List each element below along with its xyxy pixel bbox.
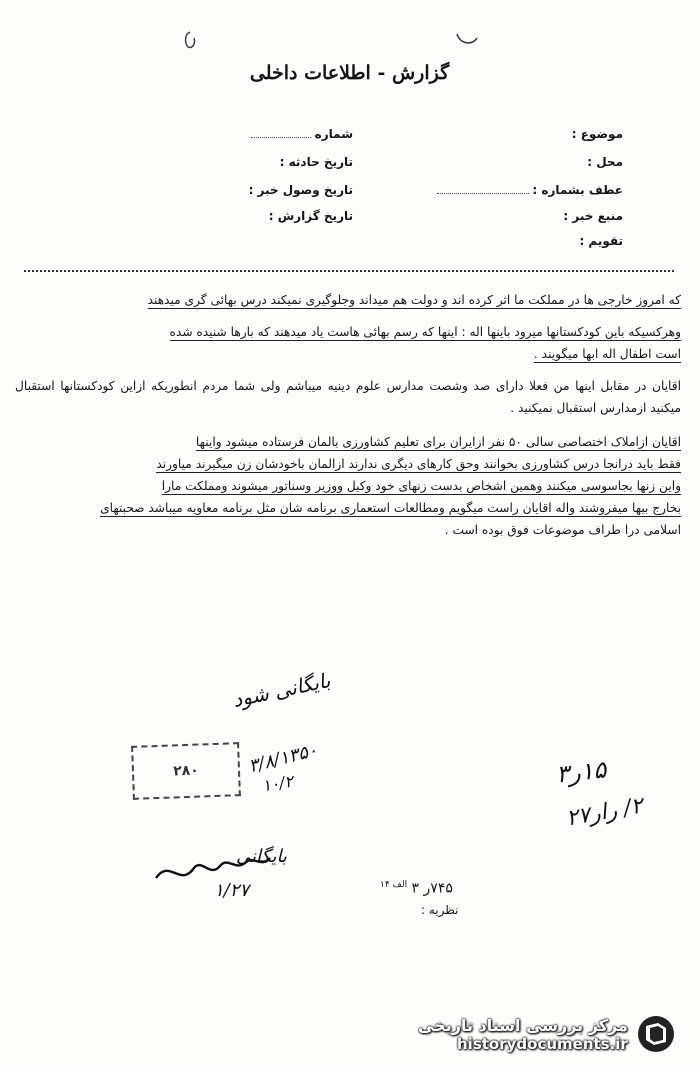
field-report-date [269,209,353,223]
body-line: که امروز خارجی ها در مملکت ما اثر کرده اند و دولت هم میداند وجلوگیری نمیکند درس بهائی گری میدهند [147,293,681,307]
body-paragraph-4 [15,431,681,541]
field-receipt-date [249,183,353,197]
body-paragraph-1 [15,289,681,311]
watermark-fa: مرکز بررسی اسناد تاریخی [418,1015,628,1035]
body-line: وهرکسیکه باین کودکستانها میرود باینها اله : اینها که رسم بهائی هاست یاد میدهند که بارها شنیده شده [169,325,681,339]
handwritten-date-2: ۱/۲۷ [214,880,250,901]
field-reference-dots [437,193,529,194]
body-line: واین زنها بجاسوسی میکنند وهمین اشخاص بدست زنهای خود وکیل ووزیر وسناتور میشوند ومملکت مارا [161,479,681,493]
handwritten-date-1b: ۱۰/۲ [260,771,295,796]
watermark [418,1008,690,1060]
field-subject [572,127,623,141]
handwritten-note-right-2: ۲/ رار۲۷ [564,793,645,832]
field-number [251,127,353,141]
field-source [563,209,623,223]
watermark-logo-icon [636,1014,676,1054]
registration-number-superscript: الف ۱۴ [380,880,408,890]
field-opinion: نظریه : [421,903,459,917]
field-reference-label: عطف بشماره : [532,183,623,197]
field-assessment-label: تقویم : [579,234,623,248]
body-paragraph-3: اقایان در مقابل اینها من فعلا دارای صد وشصت مدارس علوم دینیه میباشم ولی شما مردم انطوریکه ازاین کودکستانها استقبال میکنید ازمدارس استقبال نمیکنید . [15,379,681,415]
handwritten-curve-mark [454,30,480,48]
separator-dotted [24,270,674,272]
handwritten-note-archive-2: بایگانی [236,846,287,867]
stamp-number: ۲۸۰ [172,762,200,780]
field-location-label: محل : [587,155,623,169]
field-location [587,155,623,169]
field-number-label: شماره [314,127,353,141]
field-report-date-label: تاریخ گزارش : [268,209,353,223]
handwritten-circle-mark [182,30,198,50]
handwritten-date-1: ۳/۸/۱۳۵۰ [246,739,320,778]
handwritten-note-right: ۱۵ر۳ [554,755,608,789]
body-line: اقایان ازاملاک اختصاصی سالی ۵۰ نفر ازایران برای تعلیم کشاورزی بالمان فرستاده میشود واینها [195,435,681,449]
field-source-label: منبع خبر : [563,209,623,223]
field-event-date-label: تاریخ حادثه : [279,155,353,169]
page-title: گزارش - اطلاعات داخلی [249,62,450,84]
field-receipt-date-label: تاریخ وصول خبر : [248,183,353,197]
body-paragraph-2 [15,321,681,365]
field-event-date [280,155,353,169]
body-line: فقط باید درانجا درس کشاورزی بخوانند وحق کارهای دیگری ندارند ازالمان باخودشان زن میگیرند میاورند [156,457,681,471]
field-reference [437,183,623,197]
report-body [15,283,681,541]
received-stamp [131,742,241,800]
handwritten-note-archive: بایگانی شود [230,667,333,713]
field-assessment [579,234,623,248]
body-line: بخارج بیها میفروشند واله اقایان راست میگویم ومطالعات استعماری برنامه شان مثل برنامه معاویه میباشد صحبتهای [100,501,681,515]
registration-number [380,880,453,897]
watermark-en: historydocuments.ir [457,1034,628,1053]
field-number-dots [251,137,311,138]
body-line: اسلامی درا طراف موضوعات فوق بوده است . [444,523,681,537]
watermark-text [418,1016,628,1053]
registration-number-value: ۷۴۵ر ۳ [411,880,453,897]
body-line: است اطفال اله ابها میگویند . [533,347,681,361]
field-subject-label: موضوع : [571,127,623,141]
